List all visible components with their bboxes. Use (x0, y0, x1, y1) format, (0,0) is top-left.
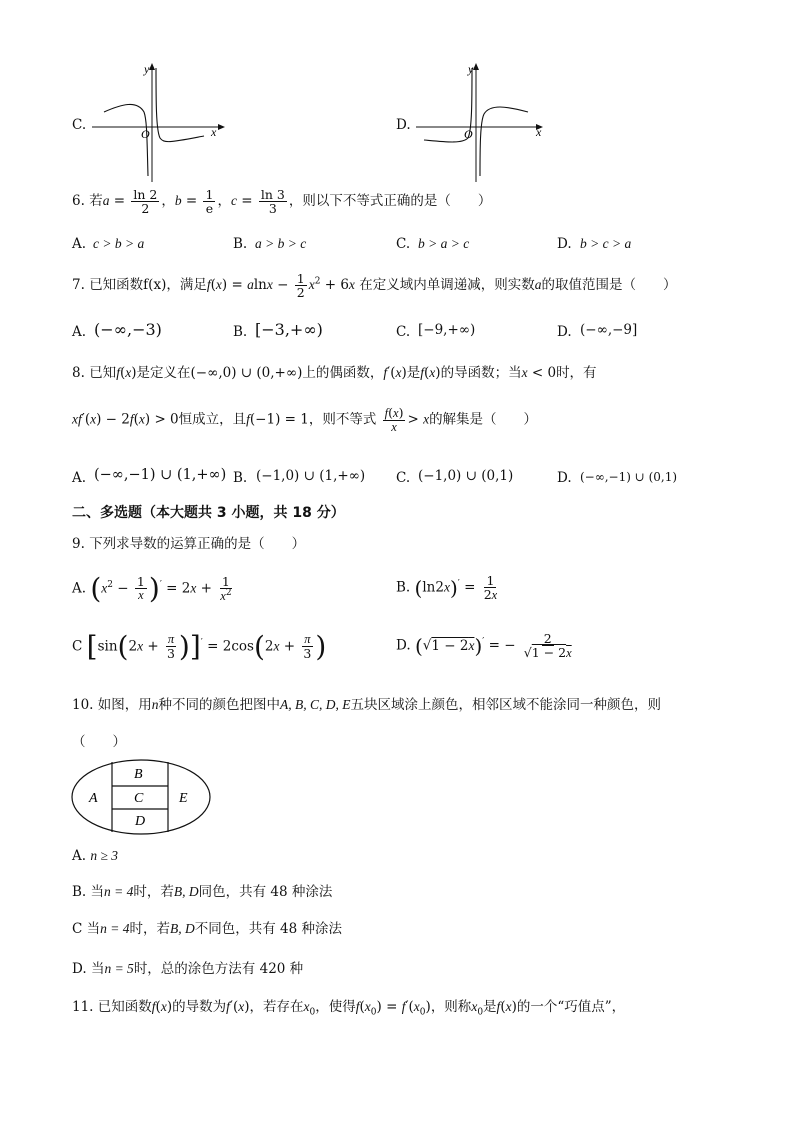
q6-stem: 6. 若a = $\frac{\ln 2}{2}$ ，b = $\frac{1}{e}$ ，c = $\frac{\ln 3}{3}$ ，则以下不等式正确的是（ ） (72, 187, 492, 217)
q10-option-c: C 当n = 4时，若B, D不同色，共有 48 种涂法 (72, 921, 343, 937)
q6-c-fraction: $\frac{\ln 3}{3}$ (260, 187, 285, 217)
q5-option-d-label: D. (396, 117, 411, 133)
q7-option-d: (−∞,−9] (580, 322, 638, 338)
q5-d-axis-y: y (468, 62, 474, 76)
q6-option-b-label: B. (233, 236, 248, 252)
q7-lead: 已知函数f(x)，满足 (89, 277, 207, 294)
q9-option-d: D. (√1 − 2x)′ = − $\frac{2}{√1 - 2x}$ (396, 631, 572, 661)
q5-option-c-label: C. (72, 117, 87, 133)
region-d-label: D (135, 814, 146, 829)
q6-option-d-label: D. (557, 236, 572, 252)
q6-tail: ，则以下不等式正确的是（ ） (288, 193, 492, 210)
q7-option-b-label: B. (233, 324, 248, 340)
q10-option-a: A. n ≥ 3 (72, 848, 119, 864)
q10-stem: 10. 如图，用n种不同的颜色把图中A, B, C, D, E五块区域涂上颜色，相邻区域不能涂同一种颜色，则 (72, 697, 662, 713)
q7-tail2: 的取值范围是（ ） (541, 277, 677, 294)
q6-option-d: b > c > a (580, 236, 632, 251)
q6-option-c-label: C. (396, 236, 411, 252)
q8-option-a-label: A. (72, 470, 87, 486)
q7-tail: 在定义域内单调递减，则实数 (359, 277, 535, 294)
q5-d-axis-x: x (536, 125, 542, 139)
q7-fraction: $\frac{1}{2}$ (296, 271, 305, 301)
q6-number: 6. (72, 193, 85, 210)
q7-option-a: (−∞,−3) (94, 320, 162, 339)
q8-option-c: (−1,0) ∪ (0,1) (418, 468, 514, 484)
q8-option-c-label: C. (396, 470, 411, 486)
region-e-label: E (179, 791, 188, 806)
section-heading-multi-choice: 二、多选题（本大题共 3 小题，共 18 分） (72, 505, 345, 521)
q9-option-c: C [sin(2x + $\frac{\pi}{3}$ )]′ = 2cos(2x + $\frac{\pi}{3}$ ) (72, 630, 327, 663)
q5-graph-d (416, 60, 551, 182)
q9-stem: 9. 下列求导数的运算正确的是（ ） (72, 536, 306, 552)
q8-number: 8. (72, 365, 85, 381)
q7-option-a-label: A. (72, 324, 87, 340)
q6-lead: 若 (89, 193, 103, 210)
q10-option-d: D. 当n = 5时，总的涂色方法有 420 种 (72, 961, 304, 977)
q7-number: 7. (72, 277, 85, 294)
q6-b-fraction: $\frac{1}{e}$ (205, 187, 214, 217)
q5-d-origin: O (464, 127, 473, 141)
q10-answer-paren: （ ） (72, 734, 126, 750)
q8-line1: 8. 已知f(x)是定义在(−∞,0) ∪ (0,+∞)上的偶函数，f′(x)是f(x)的导函数；当x < 0时，有 (72, 365, 597, 381)
q8-option-d-label: D. (557, 470, 572, 486)
q10-region-diagram (70, 758, 214, 838)
q6-a-fraction: $\frac{\ln 2}{2}$ (133, 187, 158, 217)
region-a-label: A (89, 791, 98, 806)
q7-option-c: [−9,+∞) (418, 322, 476, 338)
q7-option-c-label: C. (396, 324, 411, 340)
q5-c-axis-y: y (144, 62, 150, 76)
q6-option-b: a > b > c (255, 236, 307, 251)
q11-stem: 11. 已知函数f(x)的导数为f′(x)，若存在$x_0$，使得$f(x_0) = f'(x_0)$，则称$x_0$是f(x)的一个“巧值点”， (72, 999, 626, 1018)
q7-stem: 7. 已知函数f(x)，满足f(x) = alnx − $\frac{1}{2}$ $x^2 + 6x$ 在定义域内单调递减，则实数a的取值范围是（ ） (72, 271, 677, 301)
q10-option-b: B. 当n = 4时，若B, D同色，共有 48 种涂法 (72, 884, 333, 900)
q5-c-axis-x: x (211, 125, 217, 139)
q5-graph-c (92, 60, 227, 182)
q8-option-b-label: B. (233, 470, 248, 486)
q8-fraction: $\frac{f(x)}{x}$ (384, 405, 404, 435)
q6-option-a: c > b > a (93, 236, 145, 251)
q5-c-origin: O (141, 127, 150, 141)
q9-option-a: A. ($x^2$ − $\frac{1}{x}$ )′ = 2x + $\frac{1}{x^2}$ (72, 572, 232, 605)
region-c-label: C (134, 791, 144, 806)
q7-option-d-label: D. (557, 324, 572, 340)
q8-line2: xf′(x) − 2f(x) > 0恒成立，且f(−1) = 1，则不等式 $\frac{f(x)}{x}$ > x的解集是（ ） (72, 405, 538, 435)
q6-option-a-label: A. (72, 236, 87, 252)
q8-option-d: (−∞,−1) ∪ (0,1) (580, 470, 678, 484)
q6-option-c: b > a > c (418, 236, 470, 251)
region-b-label: B (134, 767, 143, 782)
q9-option-b: B. (ln2x)′ = $\frac{1}{2x}$ (396, 573, 498, 603)
q8-option-a: (−∞,−1) ∪ (1,+∞) (94, 467, 227, 483)
q7-option-b: [−3,+∞) (255, 320, 323, 339)
q8-option-b: (−1,0) ∪ (1,+∞) (256, 468, 366, 484)
